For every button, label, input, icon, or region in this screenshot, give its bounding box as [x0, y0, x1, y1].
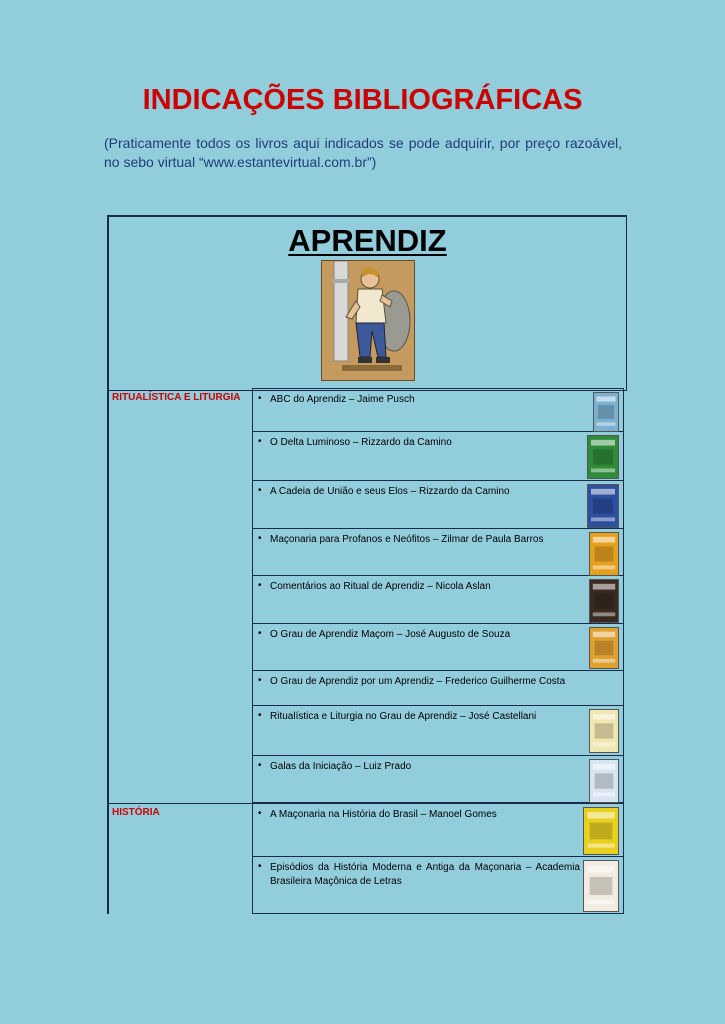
intro-text: (Praticamente todos os livros aqui indicados se pode adquirir, por preço razoável, no sebo virtual “www.estantevirtual.com.br”) — [104, 135, 622, 170]
list-item — [252, 671, 624, 706]
book-cover-icon — [589, 627, 619, 669]
list-item — [252, 803, 624, 857]
book-title: Ritualística e Liturgia no Grau de Aprendiz – José Castellani — [270, 711, 537, 722]
list-item — [252, 432, 624, 481]
list-item — [252, 481, 624, 529]
book-title: O Grau de Aprendiz por um Aprendiz – Frederico Guilherme Costa — [270, 676, 566, 687]
page-title: INDICAÇÕES BIBLIOGRÁFICAS — [142, 84, 583, 116]
bullet-icon: • — [258, 861, 262, 872]
bullet-icon: • — [258, 485, 262, 496]
list-item — [252, 388, 624, 432]
table-left-border — [107, 388, 109, 914]
book-cover-icon — [587, 484, 619, 528]
bullet-icon: • — [258, 580, 262, 591]
bullet-icon: • — [258, 393, 262, 404]
bullet-icon: • — [258, 808, 262, 819]
book-cover-icon — [589, 759, 619, 803]
category-label: RITUALÍSTICA E LITURGIA — [112, 392, 241, 403]
book-cover-icon — [583, 807, 619, 855]
category-label: HISTÓRIA — [112, 807, 160, 818]
book-title: ABC do Aprendiz – Jaime Pusch — [270, 394, 415, 405]
bullet-icon: • — [258, 760, 262, 771]
bullet-icon: • — [258, 710, 262, 721]
book-cover-icon — [583, 860, 619, 912]
book-cover-icon — [593, 392, 619, 432]
book-title: O Grau de Aprendiz Maçom – José Augusto de Souza — [270, 629, 511, 640]
list-item — [252, 857, 624, 914]
book-cover-icon — [589, 579, 619, 623]
bibliography-table — [107, 215, 626, 914]
section-title: APRENDIZ — [288, 223, 447, 258]
book-title: Galas da Iniciação – Luiz Prado — [270, 761, 412, 772]
section-header-cell — [107, 215, 627, 391]
apprentice-illustration-icon — [321, 260, 415, 381]
bullet-icon: • — [258, 675, 262, 686]
list-item — [252, 624, 624, 671]
book-title: Comentários ao Ritual de Aprendiz – Nicola Aslan — [270, 581, 491, 592]
book-cover-icon — [589, 532, 619, 576]
bullet-icon: • — [258, 436, 262, 447]
list-item — [252, 706, 624, 756]
list-item — [252, 756, 624, 803]
bullet-icon: • — [258, 628, 262, 639]
list-item — [252, 576, 624, 624]
book-title: A Maçonaria na História do Brasil – Manoel Gomes — [270, 809, 497, 820]
book-cover-icon — [589, 709, 619, 753]
book-title: Maçonaria para Profanos e Neófitos – Zilmar de Paula Barros — [270, 534, 544, 545]
book-cover-icon — [587, 435, 619, 479]
book-title: Episódios da História Moderna e Antiga da Maçonaria – Academia Brasileira Maçônica de Letras — [270, 862, 580, 887]
book-title: O Delta Luminoso – Rizzardo da Camino — [270, 437, 452, 448]
bullet-icon: • — [258, 533, 262, 544]
list-item — [252, 529, 624, 576]
book-title: A Cadeia de União e seus Elos – Rizzardo da Camino — [270, 486, 510, 497]
category-divider — [107, 803, 252, 804]
